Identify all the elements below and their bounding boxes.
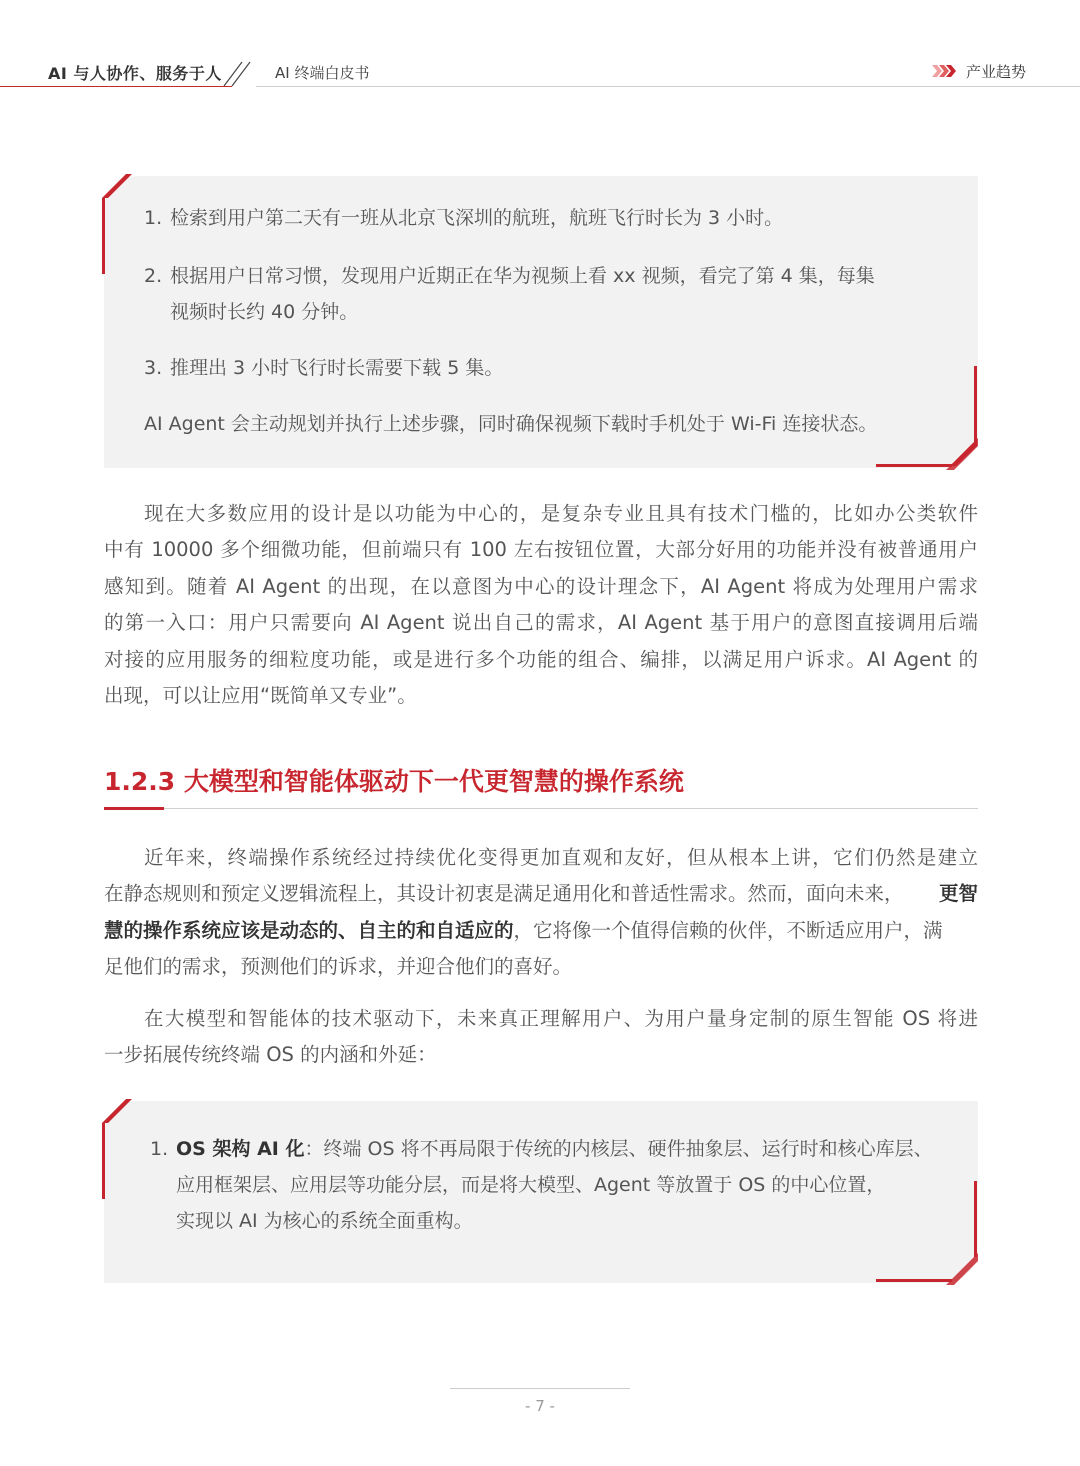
text-bold: 更智 [938, 882, 978, 906]
heading-rule [104, 808, 978, 809]
list-text: 检索到用户第二天有一班从北京飞深圳的航班，航班飞行时长为 3 小时。 [170, 207, 784, 229]
corner-accent-top-left [102, 1099, 132, 1201]
list-number: 1. [144, 207, 163, 229]
chevron-arrows-icon [932, 63, 962, 79]
header-subtitle: AI 终端白皮书 [275, 64, 370, 82]
text-segment: ：终端 OS 将不再局限于传统的内核层、硬件抽象层、运行时和核心库层、 [304, 1138, 933, 1160]
list-bold-lead: OS 架构 AI 化 [176, 1138, 305, 1160]
body-paragraph [104, 496, 978, 714]
list-number: 1. [150, 1138, 169, 1160]
header-section: 产业趋势 [966, 63, 1027, 81]
corner-accent-bottom-right [874, 366, 980, 470]
callout-box-steps [104, 176, 978, 468]
body-paragraph [104, 840, 978, 986]
page-header [0, 0, 1080, 100]
text-line: 对接的应用服务的细粒度功能，或是进行多个功能的组合、编排，以满足用户诉求。AI Agent 的 [104, 647, 978, 671]
corner-accent-bottom-right [874, 1181, 980, 1285]
text-line: 感知到。随着 AI Agent 的出现，在以意图为中心的设计理念下，AI Agent 将成为处理用户需求 [104, 574, 978, 598]
list-number: 2. [144, 265, 163, 287]
header-rule-gray [256, 86, 1080, 87]
callout-box-os [104, 1101, 978, 1283]
text-line: 中有 10000 多个细微功能，但前端只有 100 左右按钮位置，大部分好用的功能并没有被普通用户 [104, 538, 978, 562]
list-text: 根据用户日常习惯，发现用户近期正在华为视频上看 xx 视频，看完了第 4 集，每集 [170, 265, 875, 287]
text-segment: 在静态规则和预定义逻辑流程上，其设计初衷是满足通用化和普适性需求。然而，面向未来， [104, 882, 904, 906]
list-text: 推理出 3 小时飞行时长需要下载 5 集。 [170, 357, 504, 379]
heading-accent-bar [104, 807, 164, 810]
header-rule-red [0, 86, 232, 87]
callout-note: AI Agent 会主动规划并执行上述步骤，同时确保视频下载时手机处于 Wi-Fi 连接状态。 [144, 413, 878, 435]
text-bold: 慧的操作系统应该是动态的、自主的和自适应的 [104, 918, 514, 942]
text-segment: ，它将像一个值得信赖的伙伴，不断适应用户，满 [513, 918, 943, 942]
list-text: 实现以 AI 为核心的系统全面重构。 [176, 1210, 473, 1232]
text-line [104, 876, 978, 912]
text-line: 在大模型和智能体的技术驱动下，未来真正理解用户、为用户量身定制的原生智能 OS 将进 [144, 1007, 978, 1030]
divider-slash-icon [222, 58, 256, 88]
header-title: AI 与人协作、服务于人 [48, 64, 222, 83]
list-text: 应用框架层、应用层等功能分层，而是将大模型、Agent 等放置于 OS 的中心位置， [176, 1174, 886, 1196]
page-number: - 7 - [525, 1397, 555, 1415]
corner-accent-top-left [102, 174, 132, 276]
list-text: 视频时长约 40 分钟。 [170, 301, 359, 323]
text-line: 的第一入口：用户只需要向 AI Agent 说出自己的需求，AI Agent 基于用户的意图直接调用后端 [104, 611, 978, 635]
list-text [176, 1131, 933, 1167]
section-heading: 1.2.3 大模型和智能体驱动下一代更智慧的操作系统 [104, 767, 684, 796]
text-line: 近年来，终端操作系统经过持续优化变得更加直观和友好，但从根本上讲，它们仍然是建立 [144, 846, 978, 869]
text-line: 现在大多数应用的设计是以功能为中心的，是复杂专业且具有技术门槛的，比如办公类软件 [144, 502, 978, 525]
footer-rule [450, 1388, 630, 1389]
text-line [104, 913, 978, 949]
text-line: 足他们的需求，预测他们的诉求，并迎合他们的喜好。 [104, 955, 573, 979]
text-line: 一步拓展传统终端 OS 的内涵和外延： [104, 1043, 437, 1067]
list-number: 3. [144, 357, 163, 379]
body-paragraph [104, 1001, 978, 1074]
text-line: 出现，可以让应用“既简单又专业”。 [104, 683, 417, 707]
